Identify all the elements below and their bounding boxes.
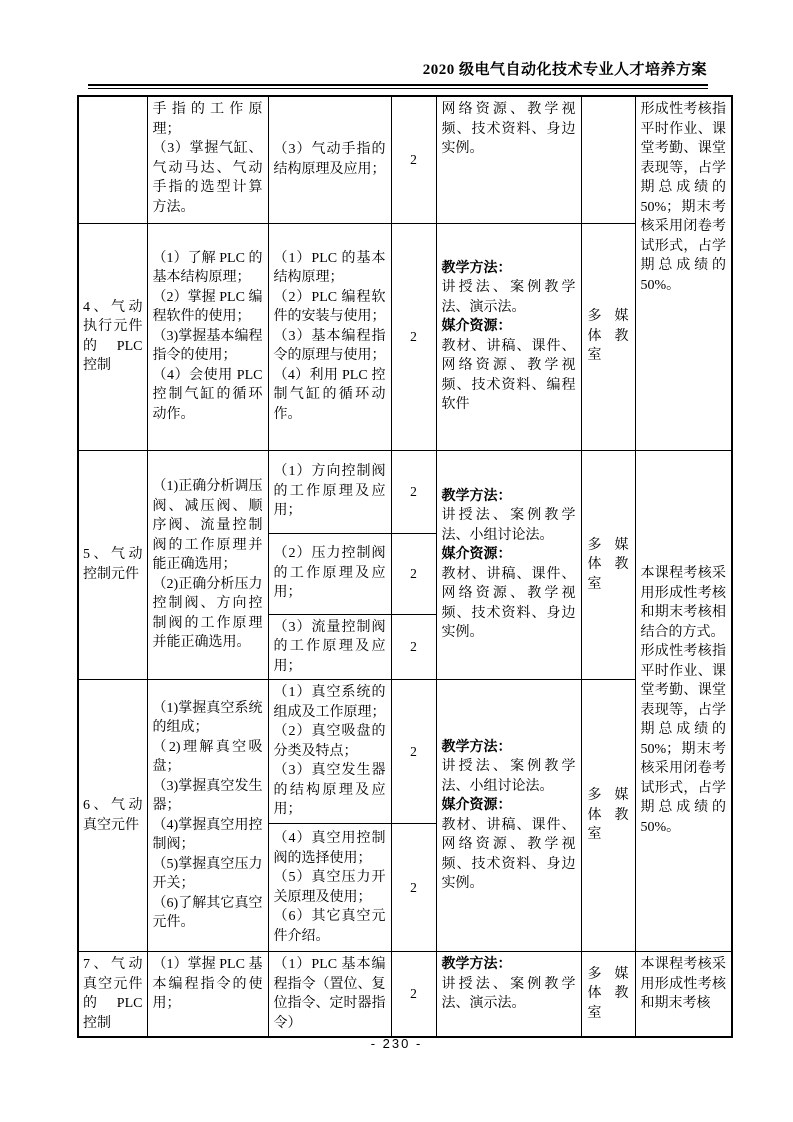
cell-room-empty [581,96,635,223]
paragraph: （6)了解其它真空元件。 [152,895,263,930]
cell-chapter-5: 5、气动控制元件 [78,450,147,680]
cell-hours: 2 [391,952,436,1038]
paragraph: （6）其它真空元件介绍。 [273,909,386,944]
cell-assessment-7 [635,952,732,1038]
paragraph: （1)正确分析调压阀、减压阀、顺序阀、流量控制阀的工作原理并能正确选用； [152,479,263,572]
paragraph: 讲授法、案例教学法、小组讨论法。 [441,508,576,543]
paragraph: （1）PLC 基本编程指令（置位、复位指令、定时器指令） [273,957,386,1031]
cell-chapter-4: 4、气动执行元件的 PLC 控制 [78,223,147,450]
paragraph: （3)掌握真空发生器； [152,778,263,813]
page-header-title: 2020 级电气自动化技术专业人才培养方案 [422,62,707,78]
paragraph: （3)掌握基本编程指令的使用； [152,328,263,364]
cell-methods-6 [436,680,581,952]
paragraph: 教材、讲稿、课件、网络资源、教学视频、技术资料、身边实例。 [441,817,576,891]
cell-content-5a [268,450,391,533]
cell-chapter-empty [78,96,147,223]
cell-hours: 2 [391,450,436,533]
paragraph: （1）方向控制阀的工作原理及应用； [273,464,386,519]
cell-methods-7 [436,952,581,1038]
table-row-continuation [78,96,732,223]
cell-methods-4 [436,223,581,450]
cell-content-7 [268,952,391,1038]
paragraph: 教材、讲稿、课件、网络资源、教学视频、技术资料、身边实例。 [441,566,576,641]
cell-methods-5 [436,450,581,680]
media-label: 媒介资源： [441,319,512,334]
paragraph: （2)正确分析压力控制阀、方向控制阀的工作原理并能正确选用。 [152,576,263,650]
cell-content-continuation [268,96,391,223]
cell-chapter-7: 7、气动真空元件的 PLC 控制 [78,952,147,1038]
paragraph: 形成性考核指平时作业、课堂考勤、课堂表现等，占学期总成绩的50%；期末考核采用闭卷考试形式，占学期总成绩的50%。 [640,644,726,835]
paragraph: 讲授法、案例教学法、演示法。 [441,976,576,1011]
paragraph: （2）PLC 编程软件的安装与使用； [273,289,386,325]
paragraph: （5）真空压力开关原理及使用； [273,870,386,905]
cell-hours: 2 [391,824,436,952]
paragraph: 手指的工作原理； [152,102,263,137]
header-double-rule [88,84,708,89]
methods-label: 教学方法： [441,739,512,755]
cell-room-5: 多媒体教室 [581,450,635,680]
cell-assessment-rows5-6 [635,450,732,952]
paragraph: （2）掌握 PLC 编程软件的使用； [152,289,263,325]
paragraph: （5)掌握真空压力开关； [152,856,263,891]
table-row-5a [78,450,732,533]
cell-objectives-continuation [147,96,268,223]
media-label: 媒介资源： [441,798,512,813]
cell-objectives-5 [147,450,268,680]
methods-label: 教学方法： [441,260,512,276]
cell-hours: 2 [391,223,436,450]
paragraph: （2）真空吸盘的分类及特点； [273,724,386,759]
paragraph: （1）了解 PLC 的基本结构原理； [152,250,263,286]
paragraph: （3）气动手指的结构原理及应用； [273,142,386,177]
table-row-6a [78,680,732,824]
paragraph: （3）流量控制阀的工作原理及应用； [273,619,386,674]
paragraph: （1）真空系统的组成及工作原理； [273,685,386,720]
paragraph: （1）PLC 的基本结构原理； [273,250,386,286]
paragraph: 本课程考核采用形成性考核和期末考核 [640,957,726,1011]
course-plan-table [77,95,733,1038]
cell-hours: 2 [391,533,436,614]
cell-hours: 2 [391,96,436,223]
paragraph: （1)掌握真空系统的组成； [152,700,263,735]
paragraph: （2)理解真空吸盘； [152,739,263,774]
cell-room-7: 多媒体教室 [581,952,635,1038]
table-row-7 [78,952,732,1038]
cell-content-4 [268,223,391,450]
paragraph: （3）掌握气缸、气动马达、气动手指的选型计算方法。 [152,141,263,215]
paragraph: （4）真空用控制阀的选择使用； [273,831,386,866]
media-label: 媒介资源： [441,547,512,563]
cell-objectives-4 [147,223,268,450]
paragraph: （3）真空发生器的结构原理及应用； [273,763,386,818]
cell-hours: 2 [391,680,436,824]
page-number: - 230 - [370,1036,423,1051]
table-row-4 [78,223,732,450]
cell-content-6a [268,680,391,824]
cell-room-6: 多媒体教室 [581,680,635,952]
cell-media-continuation [436,96,581,223]
paragraph: （4）利用 PLC 控制气缸的循环动作。 [273,367,386,422]
paragraph: （4）会使用 PLC 控制气缸的循环动作。 [152,367,263,422]
cell-objectives-7 [147,952,268,1038]
paragraph: （2）压力控制阀的工作原理及应用； [273,546,386,601]
paragraph: 讲授法、案例教学法、演示法。 [441,280,576,315]
methods-label: 教学方法： [441,488,512,504]
cell-content-6b [268,824,391,952]
cell-content-5b [268,533,391,614]
paragraph: （1）掌握 PLC 基本编程指令的使用； [152,957,263,1011]
cell-assessment-rows1-4 [635,96,732,450]
paragraph: （4)掌握真空用控制阀； [152,817,263,852]
paragraph: 讲授法、案例教学法、小组讨论法。 [441,759,576,794]
paragraph: 形成性考核指平时作业、课堂考勤、课堂表现等，占学期总成绩的50%；期末考核采用闭卷考试形式，占学期总成绩的50%。 [640,102,726,293]
paragraph: 网络资源、教学视频、技术资料、身边实例。 [441,102,576,156]
cell-objectives-6 [147,680,268,952]
cell-chapter-6: 6、气动真空元件 [78,680,147,952]
cell-content-5c [268,614,391,680]
paragraph: 本课程考核采用形成性考核和期末考核相结合的方式。 [640,566,726,640]
paragraph: （3）基本编程指令的原理与使用； [273,328,386,364]
cell-room-4: 多媒体教室 [581,223,635,450]
paragraph: 教材、讲稿、课件、网络资源、教学视频、技术资料、编程软件 [441,338,576,412]
cell-hours: 2 [391,614,436,680]
methods-label: 教学方法： [441,957,512,972]
